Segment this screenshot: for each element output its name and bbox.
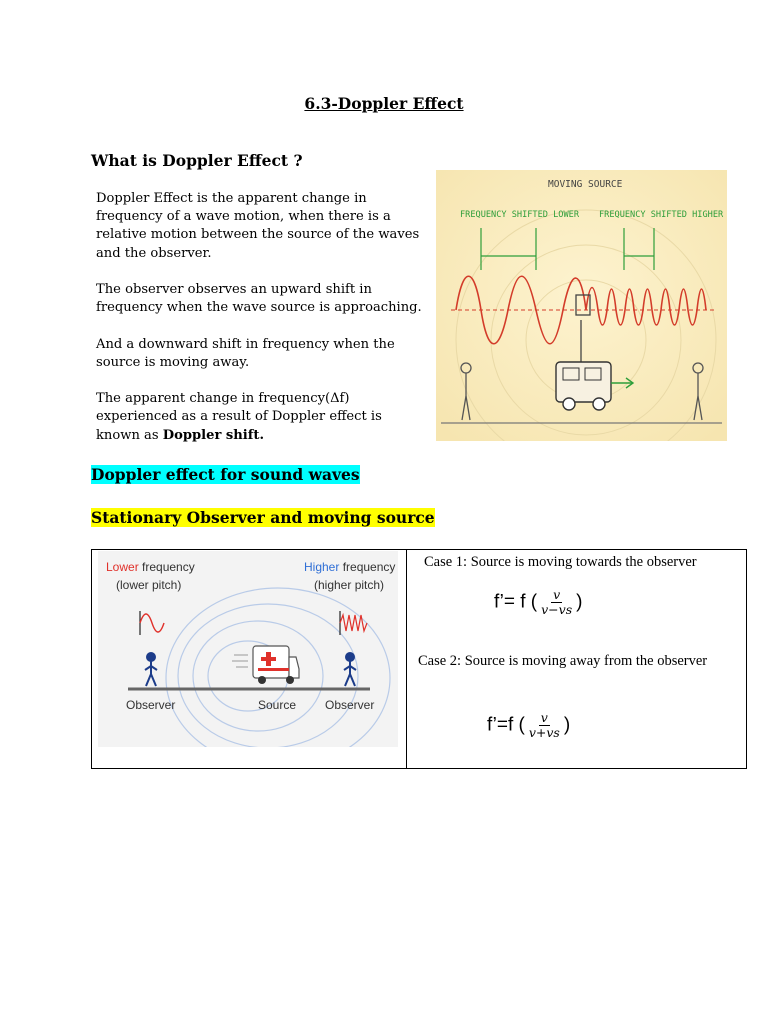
table-divider [406,550,407,768]
doppler-shift-term: Doppler shift [162,427,260,443]
formula1-denominator: v−vs [541,602,573,617]
case1-text: Case 1: Source is moving towards the observer [424,554,697,570]
intro-paragraph-doppler-shift [96,390,428,445]
label-frequency-higher: FREQUENCY SHIFTED HIGHER [599,210,724,220]
intro-paragraph-downward-shift: And a downward shift in frequency when the source is moving away. [96,336,395,370]
observer-right-label: Observer [325,698,375,712]
lower-word: Lower [106,560,139,574]
ambulance-observer-illustration [98,551,398,747]
moving-source-illustration [436,170,727,441]
section-heading-sound-waves [91,465,360,484]
formula1-fraction [539,588,574,617]
formula2-fraction [527,711,562,740]
case2-text: Case 2: Source is moving away from the observer [418,653,708,669]
intro-period: . [259,427,265,443]
formula2-denominator: v+vs [528,725,560,740]
observer-left-label: Observer [126,698,176,712]
higher-frequency-label [304,560,395,574]
formula1-lhs: f’= f ( [494,591,538,613]
intro-text [96,190,428,463]
page-title: 6.3-Doppler Effect [304,94,464,113]
lower-frequency-label [106,560,195,574]
case1-formula [494,588,582,617]
intro-text-span: The apparent change in frequency(Δf) experienced as a result of Doppler effect is known as [96,391,382,443]
stationary-heading-text: Stationary Observer and moving source [91,508,435,527]
case2-formula [487,711,570,740]
figure-heading: MOVING SOURCE [548,179,623,190]
higher-pitch-label: (higher pitch) [314,578,385,592]
formula2-lhs: f’=f ( [487,714,525,736]
lower-rest: frequency [138,560,195,574]
formula1-rhs: ) [576,591,583,613]
formula2-rhs: ) [563,714,571,736]
formula1-numerator: v [553,587,561,602]
section-heading-stationary-observer [91,508,435,527]
lower-pitch-label: (lower pitch) [116,578,182,592]
higher-rest: frequency [339,560,396,574]
label-frequency-lower: FREQUENCY SHIFTED LOWER [460,210,579,220]
section-heading-what-is: What is Doppler Effect ? [91,151,303,170]
source-label: Source [258,698,297,712]
intro-paragraph-upward-shift: The observer observes an upward shift in frequency when the wave source is approaching. [96,282,422,316]
sound-heading-text: Doppler effect for sound waves [91,465,360,484]
intro-paragraph-definition: Doppler Effect is the apparent change in frequency of a wave motion, when there is a relative motion between the source of the waves and the observer. [96,191,420,261]
formula2-numerator: v [540,710,548,725]
higher-word: Higher [304,560,340,574]
